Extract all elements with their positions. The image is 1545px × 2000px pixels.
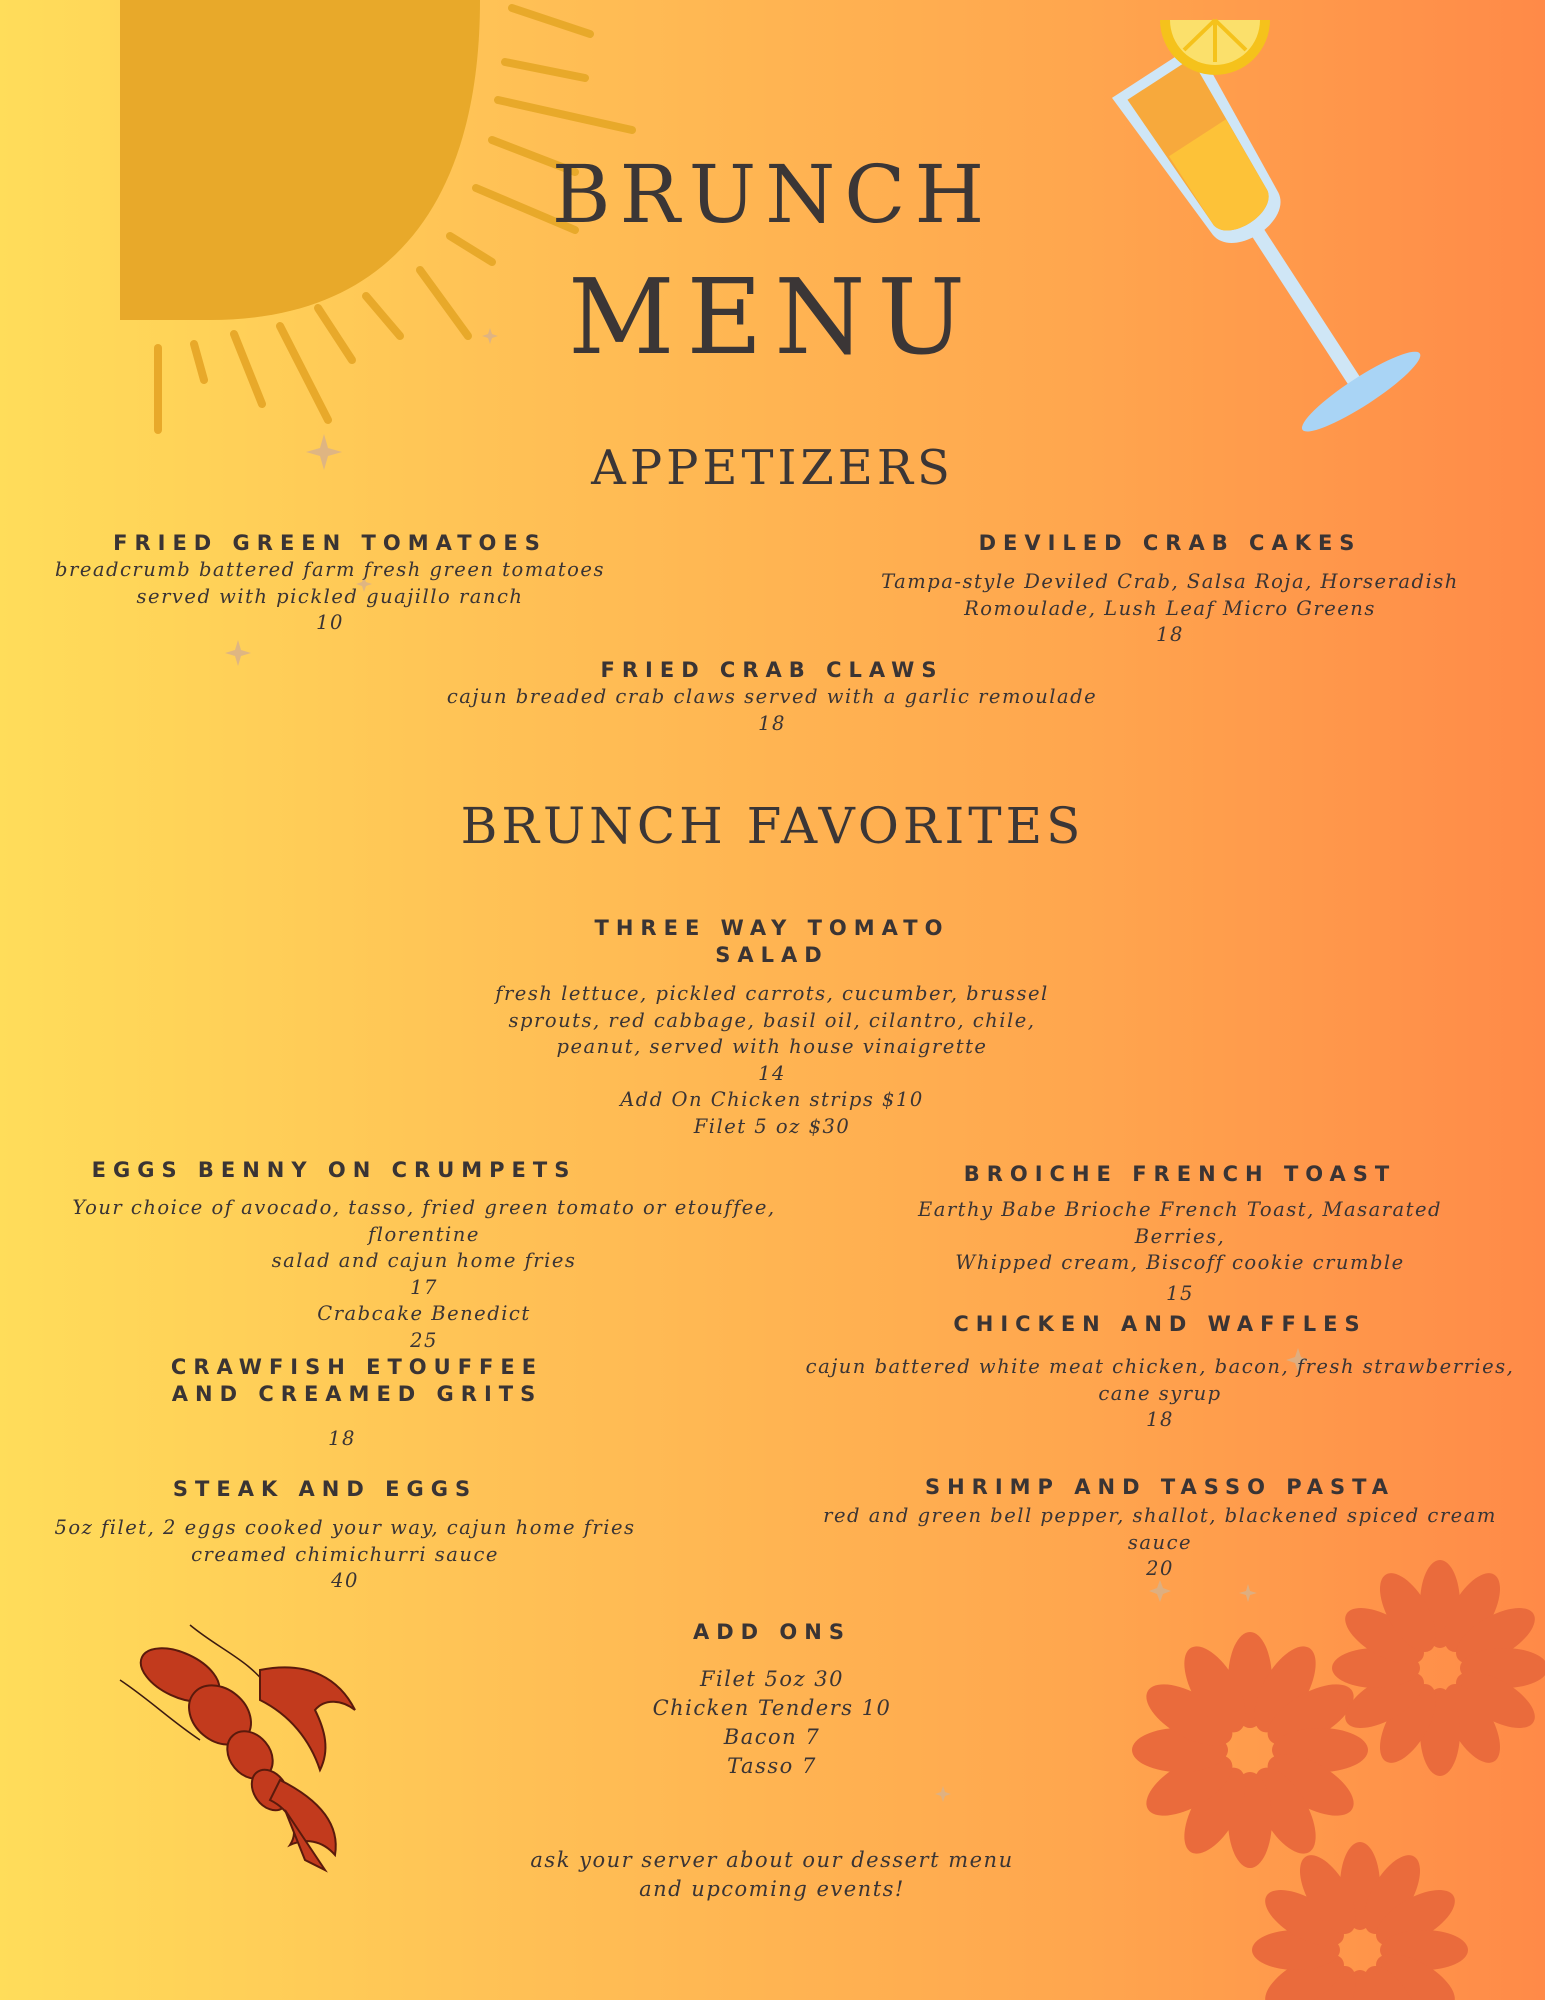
item-price: 40 (331, 1569, 359, 1592)
item-description: cajun breaded crab claws served with a garlic remoulade (446, 685, 1098, 708)
item-extra: Filet 5 oz $30 (693, 1114, 851, 1138)
item-name (57, 1354, 657, 1408)
section-heading-add-ons: ADD ONS (693, 1620, 851, 1644)
item-extra: Crabcake Benedict (317, 1302, 531, 1325)
title-menu: MENU (567, 256, 978, 378)
item-name: EGGS BENNY ON CRUMPETS (91, 1158, 577, 1182)
item-name-line: SALAD (715, 943, 829, 967)
add-on-item: Filet 5oz 30 (699, 1667, 844, 1691)
item-price: 18 (1146, 1408, 1174, 1431)
item-price: 10 (316, 611, 344, 634)
item-name: FRIED GREEN TOMATOES (113, 531, 547, 555)
footer-line: ask your server about our dessert menu (530, 1848, 1014, 1872)
item-extra: 25 (410, 1328, 438, 1352)
menu-item (45, 1476, 645, 1595)
item-description: sprouts, red cabbage, basil oil, cilantro, chile, (508, 1008, 1036, 1032)
item-description: breadcrumb battered farm fresh green tomatoes (55, 558, 605, 581)
item-price: 18 (328, 1427, 356, 1450)
menu-item (472, 915, 1072, 1140)
title-brunch: BRUNCH (551, 148, 994, 241)
item-description: served with pickled guajillo ranch (136, 584, 524, 608)
item-description: 5oz filet, 2 eggs cooked your way, cajun home fries (54, 1516, 636, 1539)
section-heading-appetizers: APPETIZERS (591, 440, 954, 496)
add-on-item: Tasso 7 (727, 1754, 817, 1778)
add-on-item: Bacon 7 (723, 1725, 821, 1749)
item-description: Tampa-style Deviled Crab, Salsa Roja, Horseradish (881, 570, 1459, 593)
add-ons-section (472, 1619, 1072, 1781)
item-price: 18 (1156, 623, 1184, 646)
item-description: cane syrup (1098, 1381, 1222, 1405)
item-name: SHRIMP AND TASSO PASTA (924, 1475, 1396, 1499)
item-description: cajun battered white meat chicken, bacon, fresh strawberries, (805, 1355, 1515, 1378)
menu-item (870, 1161, 1490, 1307)
item-name: CHICKEN AND WAFFLES (953, 1312, 1367, 1336)
footer-line: and upcoming events! (639, 1877, 905, 1901)
item-name: DEVILED CRAB CAKES (978, 531, 1362, 555)
item-price: 14 (758, 1061, 786, 1085)
item-extra: Add On Chicken strips $10 (620, 1088, 924, 1111)
item-price: 20 (1146, 1557, 1174, 1580)
item-name: FRIED CRAB CLAWS (600, 658, 944, 682)
item-description: salad and cajun home fries (271, 1249, 577, 1272)
item-name-line: THREE WAY TOMATO (594, 916, 950, 940)
item-description: red and green bell pepper, shallot, blackened spiced cream sauce (823, 1504, 1497, 1554)
item-name: STEAK AND EGGS (172, 1477, 478, 1501)
item-description: fresh lettuce, pickled carrots, cucumber, brussel (495, 982, 1049, 1005)
item-description: Whipped cream, Biscoff cookie crumble (955, 1251, 1405, 1274)
menu-item (14, 1157, 834, 1354)
item-price: 15 (1166, 1281, 1194, 1305)
menu-item (860, 530, 1480, 649)
menu-item (800, 1311, 1520, 1434)
item-name: BROICHE FRENCH TOAST (963, 1162, 1397, 1186)
item-name-line: AND CREAMED GRITS (171, 1382, 543, 1406)
item-name (472, 915, 1072, 969)
footer-note (472, 1846, 1072, 1904)
add-on-item: Chicken Tenders 10 (652, 1696, 892, 1720)
menu-item (57, 1354, 657, 1453)
item-price: 18 (758, 711, 786, 735)
item-price: 17 (410, 1275, 438, 1299)
item-name-line: CRAWFISH ETOUFFEE (170, 1355, 544, 1379)
item-description: creamed chimichurri sauce (191, 1542, 499, 1566)
menu-item (30, 530, 630, 637)
item-description: Romoulade, Lush Leaf Micro Greens (964, 596, 1376, 620)
menu-item (372, 657, 1172, 737)
item-description: peanut, served with house vinaigrette (556, 1035, 988, 1058)
section-heading-brunch-favorites: BRUNCH FAVORITES (460, 797, 1085, 855)
item-description: Earthy Babe Brioche French Toast, Masarated Berries, (917, 1198, 1443, 1248)
item-description: Your choice of avocado, tasso, fried green tomato or etouffee, florentine (72, 1196, 776, 1246)
menu-item (800, 1474, 1520, 1583)
